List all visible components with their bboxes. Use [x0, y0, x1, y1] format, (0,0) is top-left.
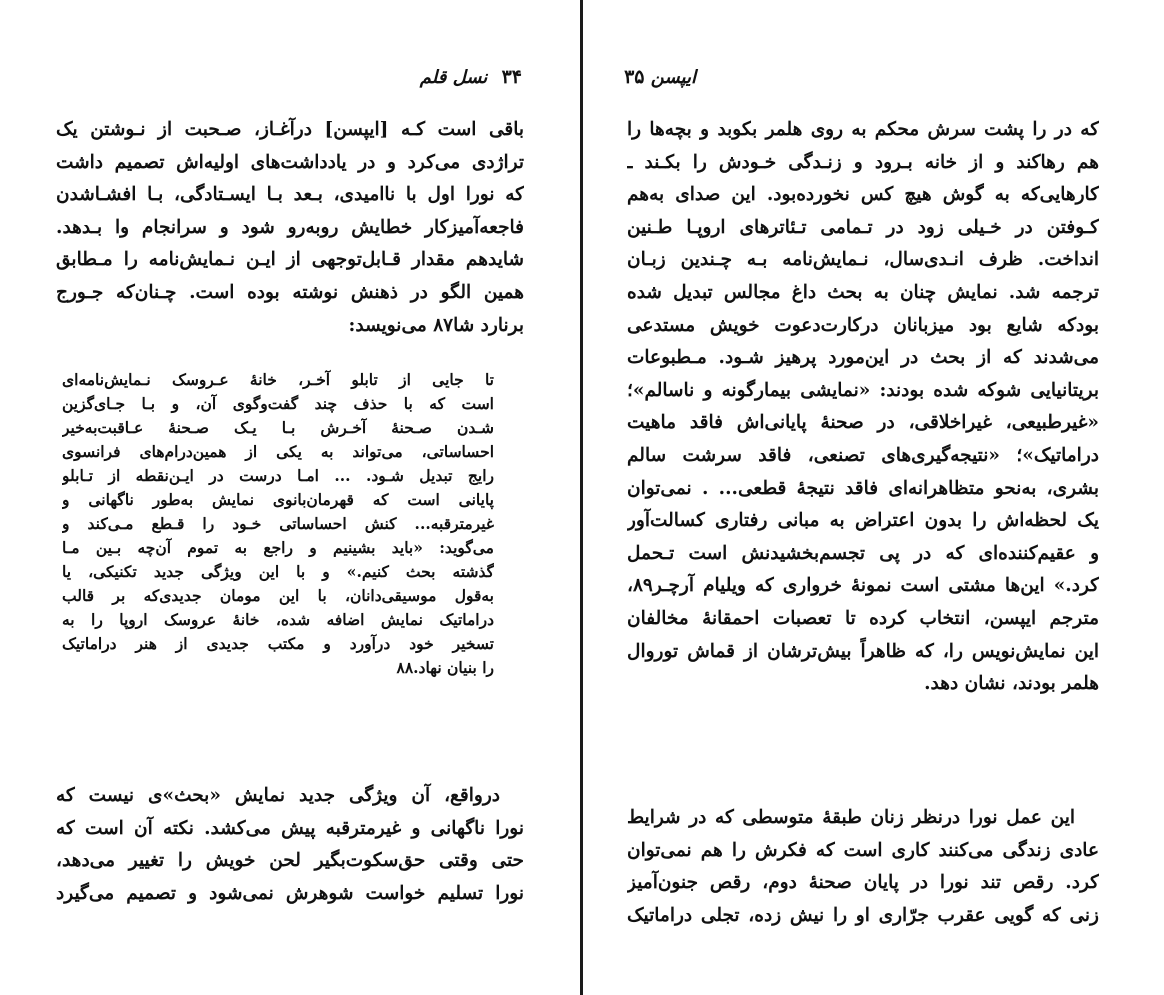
left-page [0, 0, 580, 995]
text-line: باقی است کـه [ایپسن] درآغـاز، صـحبت از نـوشتن یک [56, 119, 524, 140]
text-line: تراژدی می‌کرد و در یادداشت‌های اولیه‌اش تصمیم داشت [56, 151, 524, 173]
text-line: ترجمه شد. نمایش چنان به بحث داغ مجالس تبدیل شده [627, 281, 1099, 303]
text-line: که نورا اول با ناامیدی، بـعد بـا ایسـتادگی، بـا افشـاشدن [56, 184, 524, 206]
block-quote [62, 368, 494, 680]
text-line: و عقیم‌کننده‌ای که در پی تجسم‌بخشیدنش است تـحمل [627, 542, 1099, 564]
text-line: عادی زندگی می‌کنند کاری است که فکرش را هم نمی‌توان [627, 839, 1099, 861]
running-head: نسل قلم [419, 67, 488, 88]
paragraph [627, 802, 1099, 932]
text-line: کرد.» این‌ها مشتی است نمونهٔ خرواری که ویلیام آرچـر۸۹، [627, 575, 1099, 597]
text-line: که در را پشت سرش محکم به روی هلمر بکوبد و بچه‌ها را [627, 119, 1099, 140]
right-page [583, 0, 1164, 995]
text-line: هم رهاکند و از خانه بـرود و زنـدگی خـودش را بکـند ـ [627, 151, 1099, 173]
text-line: این نمایش‌نویس را، که ظاهراً بیش‌ترشان از قماش توروال [627, 640, 1099, 662]
right-page-header [616, 66, 696, 88]
quote-line: را بنیان نهاد.۸۸ [396, 658, 494, 677]
quote-line: رایج تبدیل شـود. ... امـا درست در ایـن‌نقطه از تـابلو [62, 466, 494, 485]
quote-line: غیرمترقبه... کنش احساساتی خـود را قـطع مـی‌کند و [62, 514, 494, 533]
quote-line: شـدن صـحنهٔ آخـرش بـا یـک صـحنهٔ عـاقبت‌به‌خیر [62, 418, 494, 437]
text-line: زنی که گویی عقرب جرّاری او را نیش زده، تجلی دراماتیک [627, 904, 1099, 926]
text-line: بشری، به‌نحو متظاهرانه‌ای فاقد نتیجهٔ قطعی... . نمی‌توان [627, 477, 1099, 499]
quote-line: است که با حذف چند گفت‌وگوی آن، و بـا جـای‌گزین [62, 394, 494, 413]
quote-line: گذشته بحث کنیم.» و با این ویژگی جدید تکنیکی، یا [62, 562, 494, 581]
quote-line: به‌قول موسیقی‌دانان، با این مومان جدیدی‌که بر قالب [62, 586, 494, 605]
text-line: این عمل نورا درنظر زنان طبقهٔ متوسطی که در شرایط [627, 807, 1075, 828]
quote-line: پایانی است که قهرمان‌بانوی نمایش به‌طور ناگهانی و [62, 490, 494, 509]
text-line: نورا ناگهانی و غیرمترقبه پیش می‌کشد. نکته آن است که [56, 817, 524, 839]
running-head: ایپسن [650, 67, 696, 88]
page-number: ۳۴ [501, 66, 522, 88]
quote-line: دراماتیک نمایش اضافه شده، خانهٔ عروسک اروپا را به [62, 610, 494, 629]
quote-line: احساساتی، می‌تواند به یکی از همین‌درام‌های فرانسوی [62, 442, 494, 461]
text-line: کرد. رقص تند نورا در پایان صحنهٔ دوم، رقص جنون‌آمیز [627, 872, 1099, 894]
text-line: فاجعه‌آمیزکار خطایش روبه‌رو شود و سرانجام وا بـدهد. [56, 216, 524, 238]
paragraph [56, 780, 524, 910]
text-line: کـوفتن در خـیلی زود در تـمامی تـئاترهای اروپـا طـنین [627, 216, 1099, 238]
text-line: بودکه شایع بود میزبانان درکارت‌دعوت خویش مستدعی [627, 314, 1099, 336]
text-line: کارهایی‌که به گوش هیچ کس نخورده‌بود. این صدای به‌هم [627, 184, 1099, 206]
quote-line: تسخیر خود درآورد و مکتب جدیدی از هنر دراماتیک [62, 634, 494, 653]
quote-line: می‌گوید: «باید بشینیم و راجع به تموم آن‌چه بـین مـا [62, 538, 494, 557]
text-line: دراماتیک»؛ «نتیجه‌گیری‌های تصنعی، فاقد سرشت سالم [627, 444, 1099, 466]
left-page-header [420, 66, 522, 88]
text-line: یک لحظه‌اش را بدون اعتراض به مبانی رفتاری کسالت‌آور [627, 510, 1099, 532]
text-line: حتی وقتی حق‌سکوت‌بگیر لحن خویش را تغییر می‌دهد، [56, 850, 524, 872]
text-line: شایدهم مقدار قـابل‌توجهی از ایـن نـمایش‌نامه را مـطابق [56, 249, 524, 271]
text-line: همین الگو در ذهنش نوشته بوده است. چـنان‌که جـورج [56, 281, 524, 303]
text-line: می‌شدند که از بحث در این‌مورد پرهیز شـود. مـطبوعات [627, 347, 1099, 369]
text-line: «غیرطبیعی، غیراخلاقی، در صحنهٔ پایانی‌اش فاقد ماهیت [627, 412, 1099, 434]
paragraph [627, 114, 1099, 701]
text-line: بریتانیایی شوکه شده بودند: «نمایشی بیمارگونه و ناسالم»؛ [627, 379, 1099, 401]
text-line: انداخت. ظرف انـدی‌سال، نـمایش‌نامه بـه چـندین زبـان [627, 249, 1099, 271]
text-line: مترجم ایپسن، انتخاب کرده تا تعصبات احمقانهٔ مخالفان [627, 607, 1099, 629]
text-line: برنارد شا۸۷ می‌نویسد: [348, 314, 524, 336]
text-line: هلمر بودند، نشان دهد. [924, 673, 1099, 695]
text-line: درواقع، آن ویژگی جدید نمایش «بحث»ی نیست که [56, 785, 500, 806]
paragraph [56, 114, 524, 342]
text-line: نورا تسلیم خواست شوهرش نمی‌شود و تصمیم می‌گیرد [56, 882, 524, 904]
page-number: ۳۵ [624, 66, 645, 88]
quote-line: تا جایی از تابلو آخـر، خانهٔ عـروسک نـمایش‌نامه‌ای [62, 370, 494, 389]
